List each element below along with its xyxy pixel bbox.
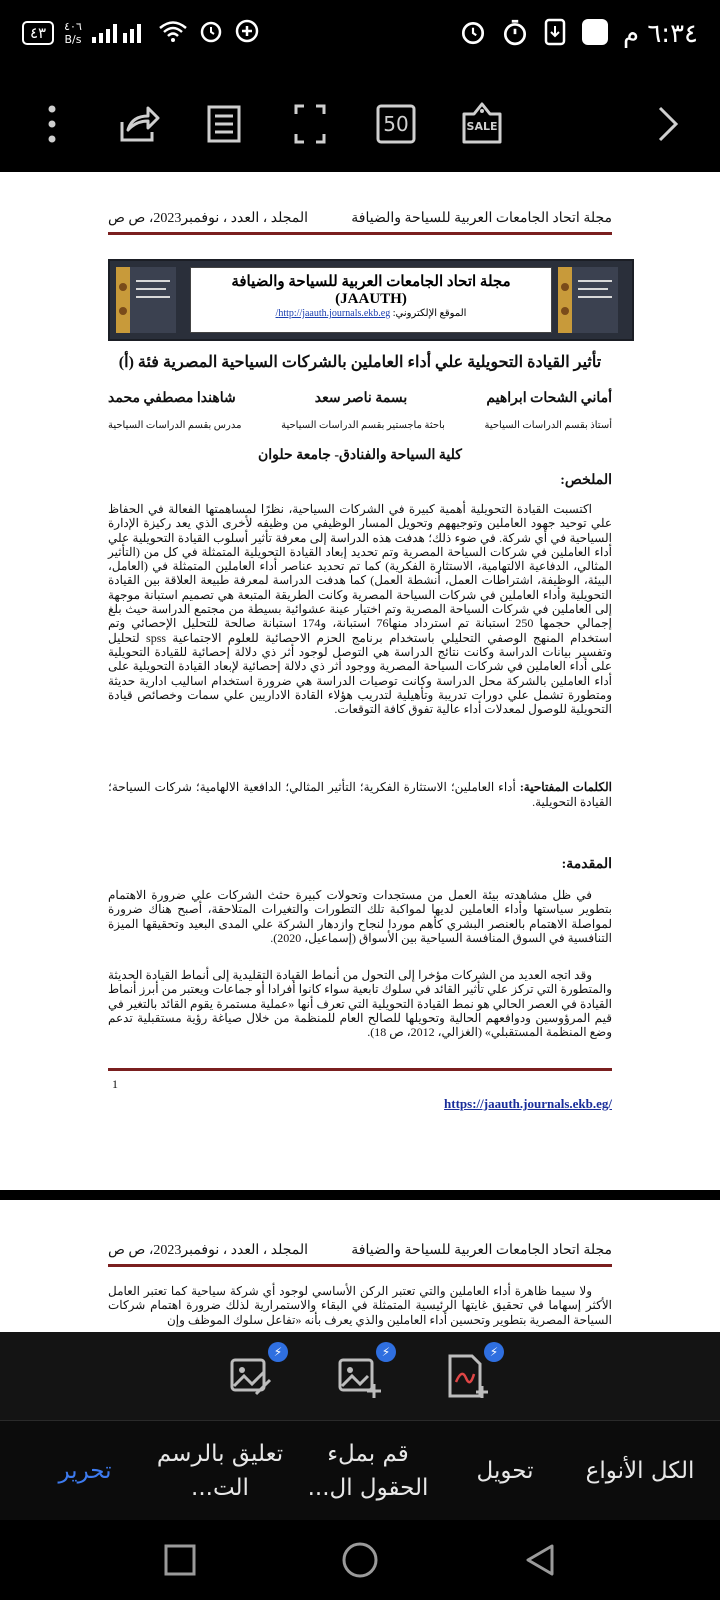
author-affiliation: أستاذ بقسم الدراسات السياحية — [484, 420, 612, 431]
edit-image-button[interactable] — [226, 1345, 283, 1400]
action-draw-comment[interactable]: تعليق بالرسم الت... — [156, 1441, 284, 1501]
signal-icon — [92, 19, 148, 47]
system-nav-bar — [0, 1520, 720, 1600]
recents-button[interactable] — [158, 1538, 202, 1582]
network-speed — [64, 20, 82, 46]
sale-button[interactable] — [456, 98, 508, 150]
bolt-icon: ⚡ — [484, 1342, 504, 1362]
abstract-paragraph: اكتسبت القيادة التحويلية أهمية كبيرة في الشركات السياحية، نظرًا لمساهمتها الفعالة في الحفاظ علي توحيد جهود العاملين وتوجيههم وتحويل المسار الوظيفي من وظيفه لأخرى الذي يعد ركيزة الإدارة السياحية في أي شركة. في ضوء ذلك؛ هدفت هذه الدراسة إلى معرفة تأثير أسلوب القيادة التحويلية علي أداء العاملين في شركات السياحة المصرية وتم تحديد إبعاد القيادة التحويلية المتمثلة في كل من (التأثير المثالي، الدفاعية الالتهامية، الاستثارة الفكرية) كما تم تحديد عناصر أداء العاملين المتمثلة في (العامل، البيئة، الوظيفة، اشتراطات العمل، أنشطة العمل) كما هدفت الدراسة لمعرفة طبيعة العلاقة بين القيادة التحويلية وأداء العاملين في شركات السياحة المصرية وكانت الطريقة المتبعة هي تصميم استبانة موجهة إلى العاملين في شركات السياحة المصرية وتم اختيار عينة عشوائية بسيطة من مجتمع الدراسة حيث بلغ إجمالي حجمها 250 استبانة تم استرداد منها76 استبانة، و174 استبانة صالحة للتحليل الإحصائي وتم استخدام المنهج الوصفي التحليلي باستخدام برنامج الحزم الاحصائية للعلوم الاجتماعية spss لتحليل وتفسير بيانات الدراسة وكانت نتائج الدراسة هي التوصل لوجود أثر ذي دلالة إحصائية للقيادة التحويلية على أداء العاملين في شركات السياحة المصرية ووجود أثر ذي دلالة إحصائية لإبعاد القيادة التحويلية على أداء العاملين بالشركة محل الدراسة وكانت توصيات الدراسة هي ضرورة استخدام اساليب ادارية حديثة ومتطورة تشمل علي دورات تدريبة وتأهيلية لتدريب هؤلاء القادة الاداريين علي سمات وخصائص قيادة التحويلية للوصول لمعدلات أداء عالية تفوق كافة التوقعات. — [108, 502, 612, 717]
page2-paragraph: ولا سيما ظاهرة أداء العاملين والتي تعتبر الركن الأساسي لوجود أي شركة سياحية كما تعتبر العامل الأكثر إسهاما في تحقيق غايتها الرئيسية المتمثلة في البقاء والاستمرارية لذلك ضرورة اهتمام شركات السياحة المصرية بتطوير وتحسين أداء العاملين والذي يعرف بأنه «تفاعل سلوك الموظف وإن — [108, 1284, 612, 1327]
notification-square-icon — [581, 18, 609, 50]
reading-mode-button[interactable] — [198, 98, 250, 150]
status-left — [22, 18, 260, 48]
page-count-label: 50 — [383, 112, 409, 136]
add-circle-icon — [234, 18, 260, 48]
author-list — [108, 390, 612, 407]
bolt-icon: ⚡ — [376, 1342, 396, 1362]
download-icon — [543, 18, 567, 50]
action-fill-fields[interactable]: قم بملء الحقول ال... — [307, 1441, 429, 1501]
footer-rule — [108, 1068, 612, 1071]
faculty-name: كلية السياحة والفنادق- جامعة حلوان — [258, 448, 462, 463]
fit-page-icon — [294, 104, 326, 144]
home-button[interactable] — [338, 1538, 382, 1582]
header-journal: مجلة اتحاد الجامعات العربية للسياحة والضيافة — [351, 1243, 612, 1258]
document-view-icon — [206, 104, 242, 144]
author-name: أماني الشحات ابراهيم — [486, 391, 612, 406]
abstract-heading: الملخص: — [560, 473, 612, 488]
author-name: بسمة ناصر سعد — [314, 391, 408, 406]
fullscreen-button[interactable] — [284, 98, 336, 150]
journal-banner — [108, 259, 634, 341]
status-right — [459, 18, 698, 50]
document-page-1 — [0, 172, 720, 1190]
paper-title: تأثير القيادة التحويلية علي أداء العاملين بالشركات السياحية المصرية فئة (أ) — [118, 354, 602, 371]
bolt-icon: ⚡ — [268, 1342, 288, 1362]
banner-site-label: الموقع الإلكتروني: — [392, 308, 467, 319]
image-add-icon — [334, 1352, 382, 1400]
tool-panel — [0, 1332, 720, 1420]
header-rule — [108, 232, 612, 235]
keywords-text: أداء العاملين؛ الاستثارة الفكرية؛ التأثير المثالي؛ الدافعية الالهامية؛ شركات السياحة؛ القيادة التحويلية. — [108, 780, 612, 809]
running-header — [108, 1242, 612, 1259]
network-speed-value: ٤٠٦ — [64, 20, 82, 33]
action-all-types[interactable]: الكل الأنواع — [585, 1458, 695, 1484]
more-vertical-icon — [47, 104, 57, 144]
timer-icon — [501, 18, 529, 50]
pdf-add-icon — [442, 1352, 490, 1400]
chevron-right-icon — [656, 104, 680, 144]
share-icon — [116, 104, 160, 144]
action-convert[interactable]: تحويل — [476, 1458, 534, 1484]
intro-heading: المقدمة: — [561, 857, 612, 872]
alarm-icon — [198, 18, 224, 48]
document-page-2 — [0, 1200, 720, 1332]
journal-logo-left — [116, 267, 176, 333]
journal-logo-right — [558, 267, 618, 333]
network-speed-unit: B/s — [64, 33, 82, 46]
journal-banner-center — [190, 267, 552, 333]
status-bar — [0, 0, 720, 72]
running-header — [108, 210, 612, 227]
header-issue: المجلد ، العدد ، نوفمبر2023، ص ص — [108, 1243, 309, 1258]
next-button[interactable] — [642, 98, 694, 150]
banner-website — [191, 308, 551, 319]
author-name: شاهندا مصطفي محمد — [108, 391, 236, 406]
battery-indicator: ٤٣ — [22, 21, 54, 45]
banner-abbrev: (JAAUTH) — [335, 291, 407, 307]
add-pdf-button[interactable] — [442, 1345, 499, 1400]
action-bar — [0, 1420, 720, 1521]
banner-title: مجلة اتحاد الجامعات العربية للسياحة والضيافة — [231, 274, 511, 290]
sale-label: SALE — [466, 120, 498, 133]
author-affiliation: مدرس بقسم الدراسات السياحية — [108, 420, 242, 431]
image-edit-icon — [226, 1352, 274, 1400]
keywords — [108, 780, 612, 809]
alarm-icon — [459, 18, 487, 50]
triangle-back-icon — [522, 1542, 558, 1578]
keywords-label: الكلمات المفتاحية: — [519, 780, 612, 794]
circle-icon — [340, 1540, 380, 1580]
affiliation-list — [108, 420, 612, 431]
banner-site-link[interactable]: http://jaauth.journals.ekb.eg/ — [275, 308, 391, 319]
page-number: 1 — [112, 1077, 118, 1091]
wifi-icon — [158, 19, 188, 47]
share-button[interactable] — [112, 98, 164, 150]
header-journal: مجلة اتحاد الجامعات العربية للسياحة والضيافة — [351, 211, 612, 226]
back-button[interactable] — [518, 1538, 562, 1582]
square-icon — [163, 1543, 197, 1577]
intro-paragraph-2: وقد اتجه العديد من الشركات مؤخرا إلى التحول من أنماط القيادة التقليدية إلى أنماط القيادة الحديثة والمتطورة التي تركز علي تأثير القائد في سلوك تابعية سواء كانوا أفرادا أو جماعات ويعتبر من أبرز أنماط القيادة في العصر الحالي هو نمط القيادة التحويلية التي تعرف أنها «عملية مستمرة يقوم القائد بالتغير في قيم المرؤوسين ودوافعهم الحالية وتحويلها للصالح العام للمنظمة من خلال صياغة رؤية مستقبلية تدعم وضع المنظمة المستقبلي» (الغزالي، 2012، ص 18). — [108, 968, 612, 1040]
header-issue: المجلد ، العدد ، نوفمبر2023، ص ص — [108, 211, 309, 226]
clock: ٦:٣٤ م — [622, 19, 698, 49]
intro-paragraph-1: في ظل مشاهدته بيئة العمل من مستجدات وتحولات كبيرة حثث الشركات علي ضرورة الاهتمام بتطوير سياستها وأداء العاملين لديها لمواكبة تلك التطورات والتغيرات المتلاحقة، أصبح هناك ضرورة لمواصلة الاهتمام بالعنصر البشري كأهم موردا لنجاح وازدهار الشركة علي المدى البعيد وتحقيقها الميزة التنافسية في السوق المنافسة السياحية بين الأسواق (إسماعيل، 2020). — [108, 888, 612, 945]
more-options-button[interactable] — [26, 98, 78, 150]
author-affiliation: باحثة ماجستير بقسم الدراسات السياحية — [281, 420, 445, 431]
footer-link[interactable]: https://jaauth.journals.ekb.eg/ — [444, 1096, 612, 1111]
action-edit[interactable]: تحرير — [58, 1458, 112, 1484]
add-image-button[interactable] — [334, 1345, 391, 1400]
page-count-button[interactable] — [370, 98, 422, 150]
document-toolbar — [0, 80, 720, 166]
header-rule — [108, 1264, 612, 1267]
